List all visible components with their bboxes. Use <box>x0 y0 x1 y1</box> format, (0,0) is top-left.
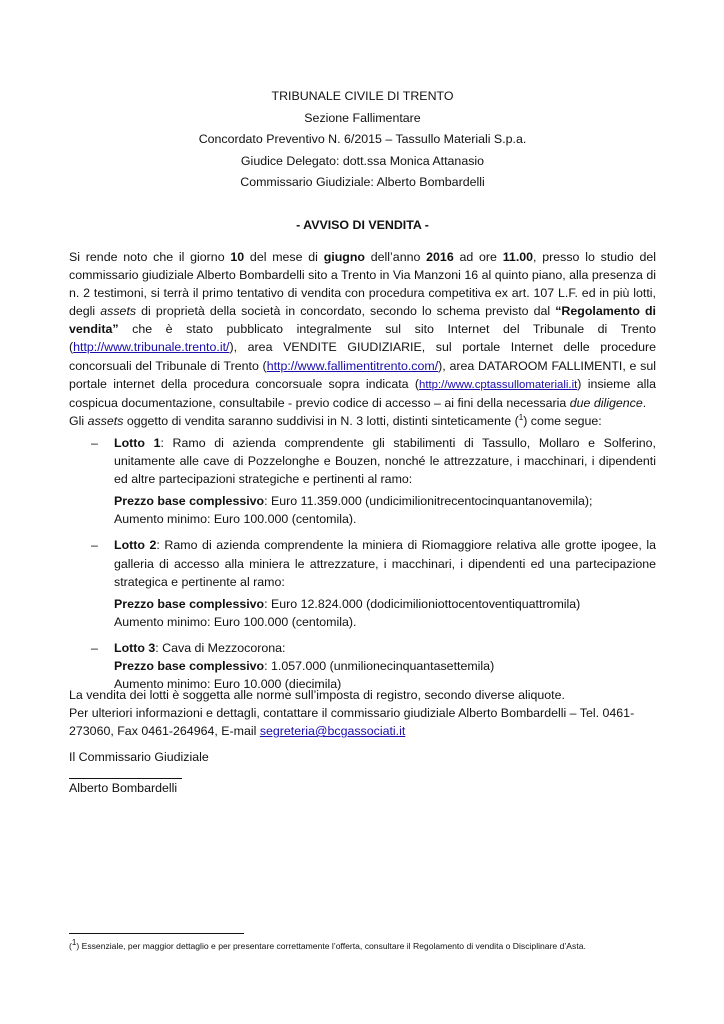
footnote: ($^1$) Essenziale, per maggior dettaglio e per presentare correttamente l’offerta, consultare il Regolamento di vendita o Disciplinare d’Asta. <box>69 938 586 951</box>
notice-body <box>69 248 656 430</box>
lot-item <box>69 434 656 528</box>
closing-section <box>69 686 656 740</box>
lots-intro: Gli assets oggetto di vendita saranno suddivisi in N. 3 lotti, distinti sinteticamente ($^1$) come segue: <box>69 412 602 428</box>
footnote-ref: 1 <box>518 412 524 422</box>
minimum-increment: Aumento minimo: Euro 100.000 (centomila). <box>114 614 357 629</box>
list-dash: ‒ <box>91 538 98 553</box>
fallimenti-link[interactable]: http://www.fallimentitrento.com/ <box>266 358 439 373</box>
delegated-judge: Giudice Delegato: dott.ssa Monica Attanasio <box>240 153 485 168</box>
list-dash: ‒ <box>91 640 98 655</box>
lot-description: : Cava di Mezzocorona: <box>155 640 286 655</box>
lot-description: : Ramo di azienda comprendente gli stabilimenti di Tassullo, Mollaro e Solferino, unitamente alle cave di Pozzelonghe e Bouzen, nonché le attrezzature, i macchinari, i dipendenti ed altre partecipazioni strategiche e pertinenti al ramo: <box>114 436 656 487</box>
procedura-link[interactable]: http://www.cptassullomateriali.it <box>419 378 578 391</box>
lots-list <box>69 434 656 693</box>
base-price-label: Prezzo base complessivo <box>114 659 265 674</box>
footnote-marker: 1 <box>71 938 77 948</box>
notice-title: - AVVISO DI VENDITA - <box>296 218 429 232</box>
lot-item <box>69 536 656 630</box>
signature-line <box>69 766 182 779</box>
auction-year: 2016 <box>426 250 454 264</box>
lot-label: Lotto 1 <box>114 436 161 450</box>
base-price-label: Prezzo base complessivo <box>114 494 265 509</box>
base-price: : Euro 12.824.000 (dodicimilioniottocentoventiquattromila) <box>264 596 581 611</box>
minimum-increment: Aumento minimo: Euro 10.000 (diecimila) <box>114 677 342 692</box>
lot-description: : Ramo di azienda comprendente la miniera di Riomaggiore relativa alle grotte ipogee, la galleria di accesso alla miniera le attrezzature, i macchinari, i dipendenti ed una partecipazione strategica e pertinente al ramo: <box>114 538 656 589</box>
case-reference: Concordato Preventivo N. 6/2015 – Tassullo Materiali S.p.a. <box>198 132 527 146</box>
contact-info: Per ulteriori informazioni e dettagli, contattare il commissario giudiziale Alberto Bombardelli – Tel. 0461-273060, Fax 0461-264964, E-mail segreteria@bcgassociati.it <box>69 706 635 739</box>
tax-note: La vendita dei lotti è soggetta alle norme sull’imposta di registro, secondo diverse aliquote. <box>69 688 565 702</box>
document-header <box>69 86 656 194</box>
signature-block <box>69 748 656 797</box>
email-link[interactable]: segreteria@bcgassociati.it <box>259 724 406 739</box>
auction-month: giugno <box>323 250 365 264</box>
regolamento-di-vendita: “Regolamento di vendita” <box>69 304 657 337</box>
footnote-divider <box>69 933 244 934</box>
court-name: TRIBUNALE CIVILE DI TRENTO <box>271 89 454 103</box>
lot-label: Lotto 2 <box>114 538 157 553</box>
signatory-name: Alberto Bombardelli <box>69 781 178 796</box>
court-section: Sezione Fallimentare <box>304 110 421 125</box>
base-price: : 1.057.000 (unmilionecinquantasettemila) <box>264 659 495 674</box>
judicial-commissioner: Commissario Giudiziale: Alberto Bombardelli <box>240 175 485 189</box>
base-price: : Euro 11.359.000 (undicimilionitrecentocinquantanovemila); <box>264 494 593 509</box>
tribunale-link[interactable]: http://www.tribunale.trento.it/ <box>73 340 230 355</box>
intro-paragraph: Si rende noto che il giorno 10 del mese di giugno dell’anno 2016 ad ore 11.00, presso lo studio del commissario giudiziale Alberto Bombardelli sito a Trento in Via Manzoni 16 al quinto piano, alla presenza di n. 2 testimoni, si terrà il primo tentativo di vendita con procedura competitiva ex art. 107 L.F. ed in più lotti, degli assets di proprietà della società in concordato, secondo lo schema previsto dal “Regolamento di vendita” che è stato pubblicato integralmente sul sito Internet del Tribunale di Trento (http://www.tribunale.trento.it/), area VENDITE GIUDIZIARIE, sul portale Internet delle procedure concorsuali del Tribunale di Trento (http://www.fallimentitrento.com/), area DATAROOM FALLIMENTI, e sul portale internet della procedura concorsuale sopra indicata (http://www.cptassullomateriali.it) insieme alla cospicua documentazione, consultabile - previo codice di accesso – ai fini della necessaria due diligence. <box>69 250 657 410</box>
list-dash: ‒ <box>91 436 98 450</box>
minimum-increment: Aumento minimo: Euro 100.000 (centomila). <box>114 512 357 527</box>
auction-time: 11.00 <box>502 250 534 264</box>
base-price-label: Prezzo base complessivo <box>114 596 265 611</box>
signatory-role: Il Commissario Giudiziale <box>69 750 209 764</box>
lot-label: Lotto 3 <box>114 640 156 655</box>
auction-day: 10 <box>230 250 245 264</box>
